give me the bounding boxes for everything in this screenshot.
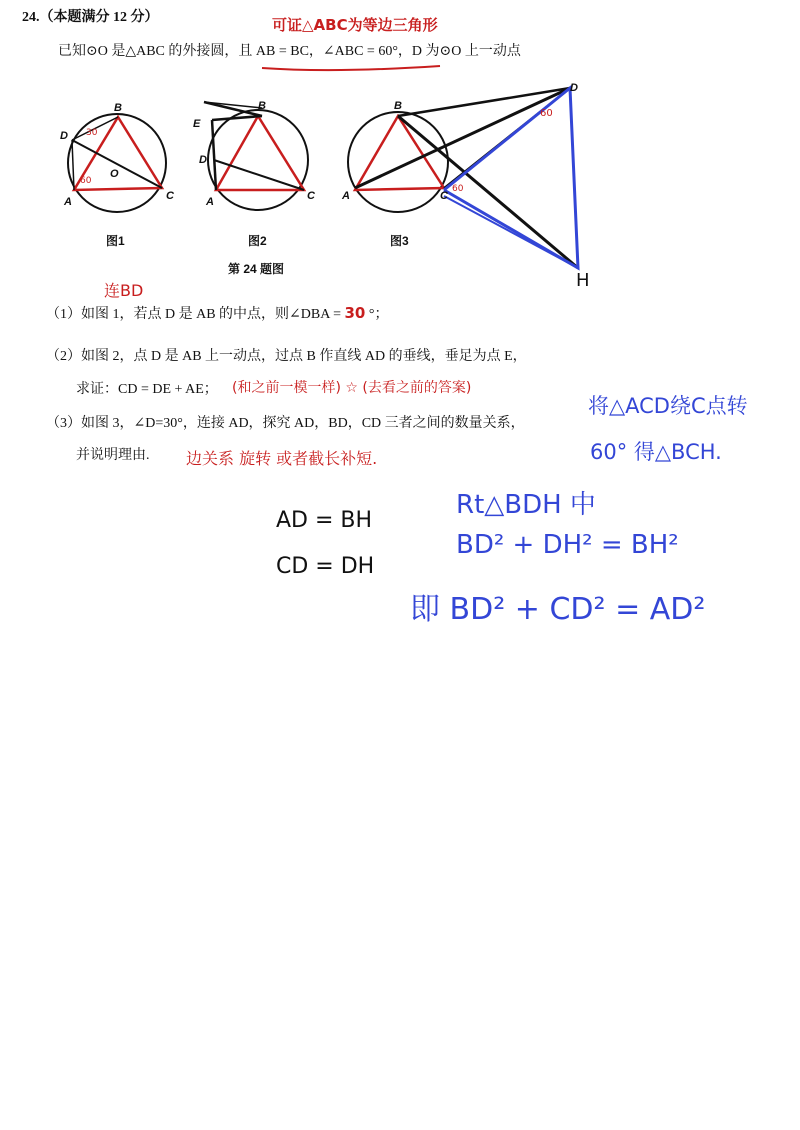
fig1-angle-30: 30	[86, 128, 98, 138]
fig1-angle-60: 60	[80, 176, 92, 186]
fig3-angle-60-c: 60	[452, 184, 464, 194]
equation-ad-bh: AD = BH	[276, 508, 373, 533]
question-2-line2: 求证：CD = DE + AE；	[76, 382, 218, 397]
fig1-label-O: O	[110, 168, 119, 180]
blue-equation-pythag: BD² + DH² = BH²	[456, 530, 679, 560]
fig1-label-B: B	[114, 102, 122, 114]
question-1-end: °；	[368, 307, 389, 322]
fig2-label-A: A	[206, 196, 214, 208]
question-3-line2: 并说明理由.	[76, 448, 150, 463]
note-connect-bd: 连BD	[104, 281, 144, 300]
blue-equation-rt: Rt△BDH 中	[456, 490, 596, 520]
figure-caption: 第 24 题图	[228, 262, 285, 276]
question-2-line1: （2）如图 2，点 D 是 AB 上一动点，过点 B 作直线 AD 的垂线，垂足为点 E，	[46, 349, 527, 364]
question-1-answer: 30	[344, 304, 366, 322]
question-2-note: (和之前一模一样) ☆ (去看之前的答案)	[232, 380, 472, 396]
question-1-text: （1）如图 1，若点 D 是 AB 的中点，则∠DBA =	[46, 307, 341, 322]
fig2-caption: 图2	[248, 234, 267, 248]
fig3-label-A: A	[342, 190, 350, 202]
fig3-label-C: C	[440, 190, 448, 202]
fig2-label-C: C	[307, 190, 315, 202]
equation-cd-dh: CD = DH	[276, 554, 375, 579]
problem-title: 24.（本题满分 12 分）	[22, 10, 159, 25]
fig1-label-D: D	[60, 130, 68, 142]
fig3-label-B: B	[394, 100, 402, 112]
fig3-caption: 图3	[390, 234, 409, 248]
question-3-note: 边关系 旋转 或者截长补短.	[186, 449, 378, 468]
fig1-caption: 图1	[106, 234, 125, 248]
fig2-label-D: D	[199, 154, 207, 166]
figure-1	[68, 114, 166, 212]
figure-2	[204, 102, 308, 210]
fig1-label-C: C	[166, 190, 174, 202]
question-1	[46, 303, 388, 323]
problem-statement: 已知⊙O 是△ABC 的外接圆，且 AB = BC，∠ABC = 60°，D 为⊙O 上一动点	[58, 44, 521, 59]
fig2-label-B: B	[258, 100, 266, 112]
fig3-label-H: H	[576, 270, 590, 291]
annotation-equilateral: 可证△ABC为等边三角形	[272, 16, 438, 34]
blue-note-rotate-1: 将△ACD绕C点转	[588, 394, 748, 418]
blue-note-rotate-2: 60° 得△BCH.	[590, 440, 722, 464]
fig1-label-A: A	[64, 196, 72, 208]
fig3-angle-60: 60	[540, 108, 553, 119]
blue-equation-result: 即 BD² + CD² = AD²	[410, 592, 706, 627]
fig2-label-E: E	[193, 118, 201, 130]
question-3-line1: （3）如图 3，∠D=30°，连接 AD，探究 AD，BD，CD 三者之间的数量关系，	[46, 416, 525, 431]
fig3-label-D: D	[570, 82, 578, 94]
geometry-figures	[0, 0, 800, 300]
